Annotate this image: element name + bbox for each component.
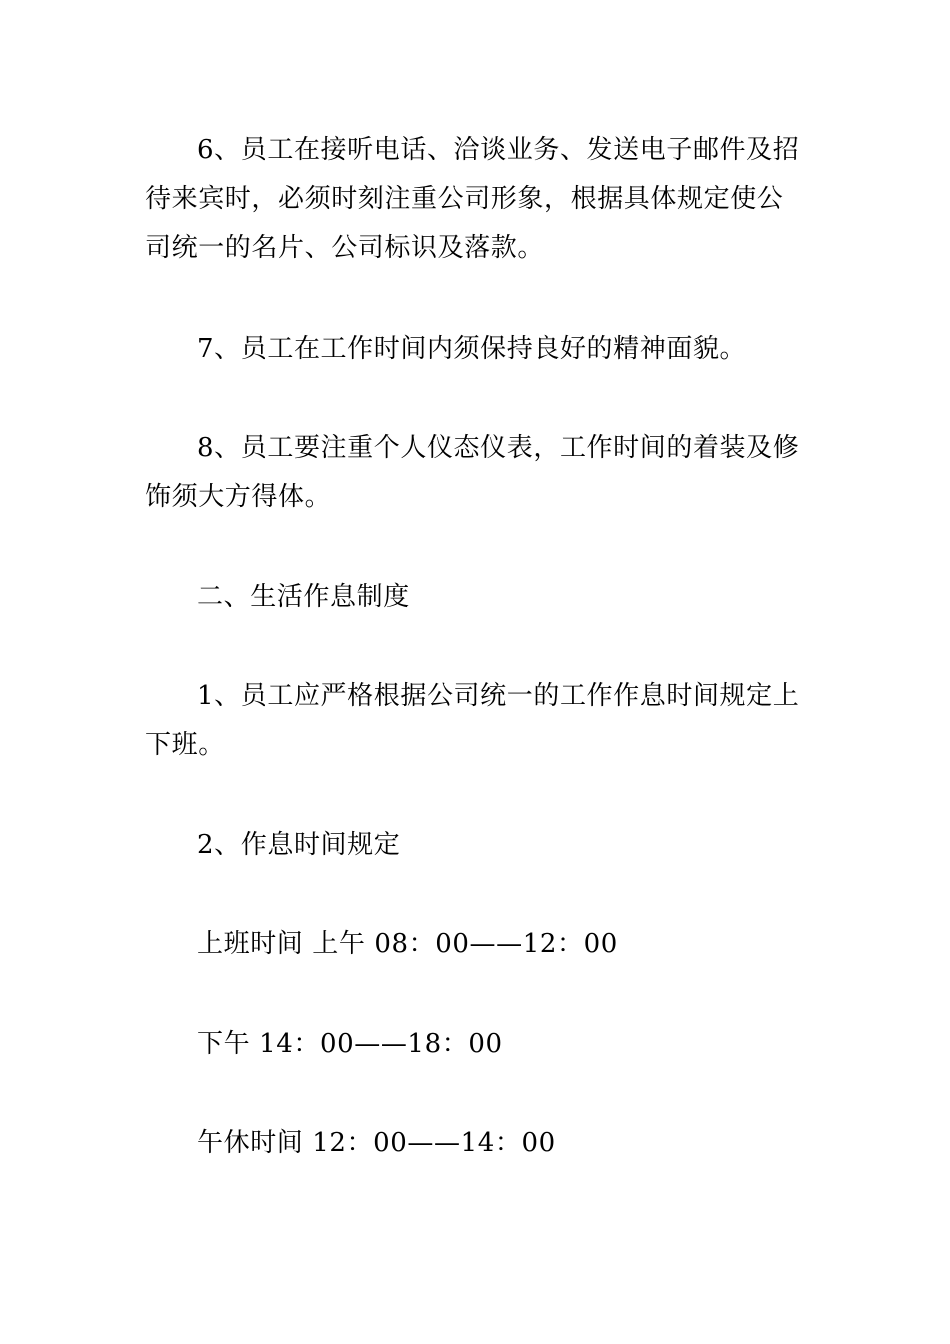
paragraph-schedule-rule-1: 1、员工应严格根据公司统一的工作作息时间规定上下班。 [145,681,800,760]
work-hours-morning: 上班时间 上午 08：00——12：00 [197,929,618,959]
paragraph-schedule-rule-2: 2、作息时间规定 [197,830,401,860]
work-hours-afternoon: 下午 14：00——18：00 [197,1029,503,1059]
section-heading-schedule: 二、生活作息制度 [197,582,410,612]
lunch-break-hours: 午休时间 12：00——14：00 [197,1128,556,1158]
paragraph-rule-7: 7、员工在工作时间内须保持良好的精神面貌。 [197,334,747,364]
paragraph-rule-8: 8、员工要注重个人仪态仪表，工作时间的着装及修饰须大方得体。 [145,433,800,512]
paragraph-rule-6: 6、员工在接听电话、洽谈业务、发送电子邮件及招待来宾时，必须时刻注重公司形象，根据具体规定使公司统一的名片、公司标识及落款。 [145,135,800,263]
